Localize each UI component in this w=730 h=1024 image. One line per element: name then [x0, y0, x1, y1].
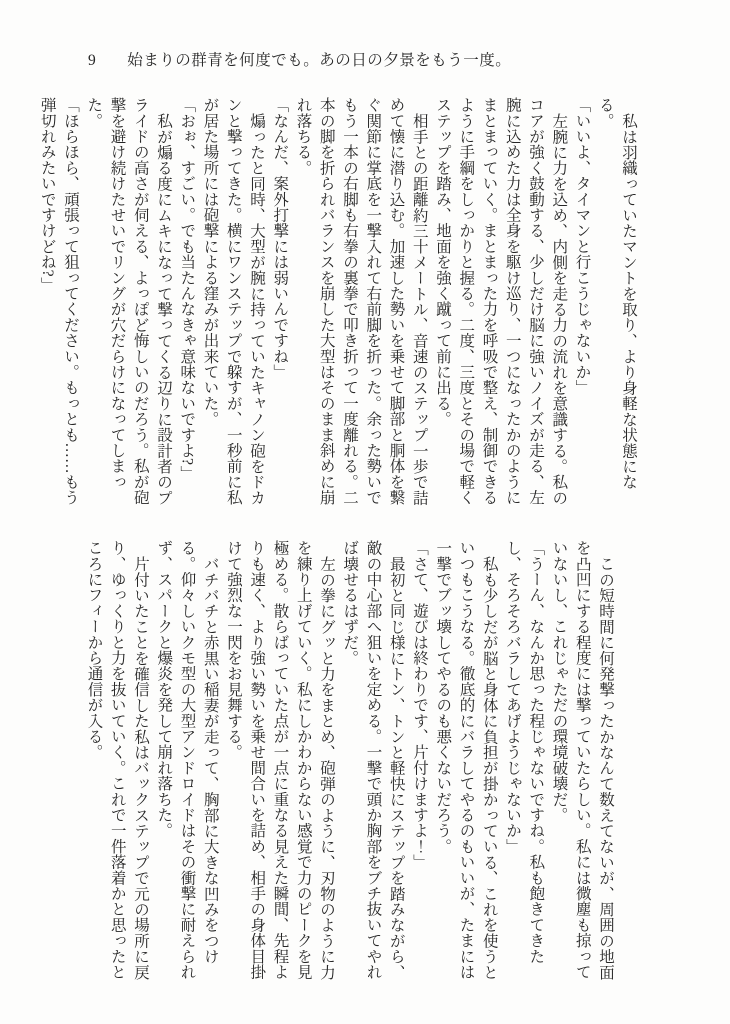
paragraph: 煽ったと同時、大型が腕に持っていたキャノン砲をドカンと撃ってきた。横にワンステップで躱すが、一秒前に私が居た場所には砲撃による窪みが出来ていた。	[201, 97, 265, 506]
dialogue-line: 「おぉ、すごい。でも当たんなきゃ意味ないですよ?」	[178, 97, 196, 481]
paragraph: バチバチと赤黒い稲妻が走って、胸部に大きな凹みをつける。仰々しいクモ型の大型アンドロイドはその衝撃に耐えられず、スパークと爆炎を発して崩れ落ちた。	[155, 540, 219, 980]
paragraph: 左腕に力を込め、内側を走る力の流れを意識する。私のコアが強く鼓動する、少しだけ脳に強いノイズが走る、左腕に込めた力は全身を駆け巡り、一つになったかのようにまとまっていく。まとまった力を呼吸で整え、制御できるように手綱をしっかりと握る。二度、三度とその場で軽くステップを踏み、地面を強く蹴って前に出る。	[434, 97, 568, 506]
running-header	[88, 48, 511, 70]
paragraph: この短時間に何発撃ったかなんて数えてないが、周囲の地面を凸凹にする程度には撃っていたらしい。私には微塵も掠っていないし、これじゃただの環境破壊だ。	[550, 540, 614, 980]
text-block-bottom	[82, 540, 617, 988]
dialogue-line: 「さて、遊びは終わりです、片付けますよ！」	[411, 540, 428, 870]
dialogue-line: 「いいよ、タイマンと行こうじゃないか」	[573, 97, 591, 396]
dialogue-line: 「うーん、なんか思った程じゃないですね。私も飽きてきたし、そろそろバラしてあげようじゃないか」	[504, 540, 545, 964]
paragraph: 最初と同じ様にトン、トンと軽快にステップを踏みながら、敵の中心部へ狙いを定める。一撃で頭か胸部をブチ抜いてやれば壊せるはずだ。	[341, 540, 405, 980]
paragraph: 私が煽る度にムキになって撃ってくる辺りに設計者のプライドの高さが伺える、よっぽど悔しいのだろう。私が砲撃を避け続けたせいでリングが穴だらけになってしまった。	[85, 97, 172, 506]
paragraph: 私も少しだが脳と身体に負担が掛かっている、これを使うといつもこうなる。徹底的にバラしてやるのもいいが、たまには一撃でブッ壊してやるのも悪くないだろう。	[434, 540, 498, 980]
dialogue-line: 「ほらほら、頑張って狙ってください。もっとも……もう弾切れみたいですけどね?」	[38, 97, 79, 506]
running-header-title: 始まりの群青を何度でも。あの日の夕景をもう一度。	[127, 52, 512, 69]
paragraph: 相手との距離約三十メートル、音速のステップ一歩で詰めて懐に潜り込む。加速した勢いを乗せて脚部と胴体を繋ぐ関節に掌底を一撃入れて右前脚を折った。余った勢いでもう一本の右脚も右拳の裏拳で叩き折って一度離れる。二本の脚を折られバランスを崩した大型はそのまま斜めに崩れ落ちる。	[294, 97, 428, 506]
page-number: 9	[88, 52, 97, 69]
text-block-top	[36, 97, 641, 519]
dialogue-line: 「なんだ、案外打撃には弱いんですね」	[271, 97, 289, 380]
paragraph: 左の拳にグッと力をまとめ、砲弾のように、刃物のように力を練り上げていく。私にしかわからない感覚で力のピークを見極める。散らばっていた点が一点に重なる見えた瞬間、先程よりも速く、より強い勢いを乗せ間合いを詰め、相手の身体目掛けて強烈な一閃をお見舞する。	[225, 540, 335, 980]
paragraph: 片付いたことを確信した私はバックステップで元の場所に戻り、ゆっくりと力を抜いていく。これで一件落着かと思ったところにフィーから通信が入る。	[85, 540, 149, 980]
paragraph: 私は羽織っていたマントを取り、より身軽な状態になる。	[596, 97, 637, 490]
